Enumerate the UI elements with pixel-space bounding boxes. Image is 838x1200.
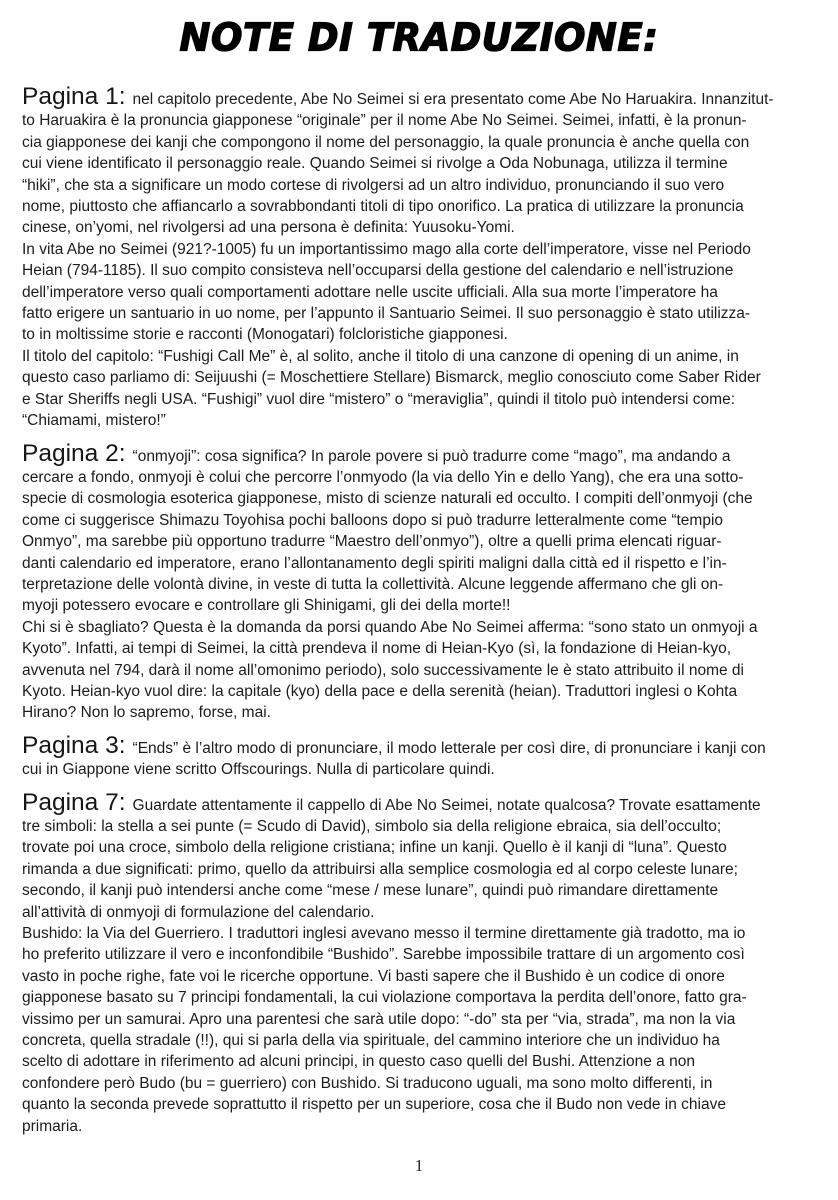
note-line: Pagina 1: nel capitolo precedente, Abe No Seimei si era presentato come Abe No Haruakira. Innanzitut- — [22, 83, 774, 110]
note-line: Chi si è sbagliato? Questa è la domanda da porsi quando Abe No Seimei afferma: “sono stato un onmyoji a — [22, 618, 758, 636]
note-line: cinese, on’yomi, nel rivolgersi ad una persona è definita: Yuusoku-Yomi. — [22, 219, 515, 237]
note-line: all’attività di onmyoji di formulazione del calendario. — [22, 903, 375, 921]
note-line: Kyoto. Heian-kyo vuol dire: la capitale (kyo) della pace e della serenità (heian). Traduttori inglesi o Kohta — [22, 682, 738, 700]
note-line: questo caso parliamo di: Seijuushi (= Moschettiere Stellare) Bismarck, meglio conosciuto come Saber Rider — [22, 369, 761, 387]
note-line: trovate poi una croce, simbolo della religione cristiana; infine un kanji. Quello è il kanji di “luna”. Questo — [22, 839, 727, 857]
note-line: concreta, quella stradale (!!), qui si parla della via spirituale, del cammino interiore che un individuo ha — [22, 1032, 720, 1050]
note-line: giapponese basato su 7 principi fondamentali, la cui violazione comportava la perdita dell’onore, fatto gra- — [22, 989, 747, 1007]
note-line: vasto in poche righe, fate voi le ricerche opportune. Vi basti sapere che il Bushido è un codice di onore — [22, 967, 725, 985]
translation-note-section-2 — [22, 439, 820, 724]
note-line: dell’imperatore verso quali comportamenti adottare nelle uscite ufficiali. Alla sua morte l’imperatore ha — [22, 283, 718, 301]
note-line: Pagina 7: Guardate attentamente il cappello di Abe No Seimei, notate qualcosa? Trovate esattamente — [22, 788, 761, 816]
note-line: cia giapponese dei kanji che compongono il nome del personaggio, la quale pronuncia è anche quella con — [22, 133, 750, 151]
note-line: Bushido: la Via del Guerriero. I traduttori inglesi avevano messo il termine direttamente già tradotto, ma io — [22, 925, 746, 943]
note-line: scelto di adottare in riferimento ad alcuni principi, in questo caso quelli del Bushi. Attenzione a non — [22, 1053, 695, 1071]
note-line: terpretazione delle volontà divine, in veste di tutta la collettività. Alcune leggende affermano che gli on- — [22, 575, 724, 593]
note-line: quanto la seconda prevede soprattutto il rispetto per un superiore, cosa che il Budo non vede in chiave — [22, 1096, 726, 1114]
translation-note-section-1 — [22, 83, 820, 432]
section-heading: Pagina 3: — [22, 731, 126, 759]
page-number: 1 — [414, 1156, 424, 1175]
note-line: to in moltissime storie e racconti (Monogatari) folcloristiche giapponesi. — [22, 326, 508, 344]
note-line: cercare a fondo, onmyoji è colui che percorre l’onmyodo (la via dello Yin e dello Yang), che era una sotto- — [22, 468, 744, 486]
note-line: ho preferito utilizzare il vero e inconfondibile “Bushido”. Sarebbe impossibile trattare di un argomento così — [22, 946, 745, 964]
note-line: specie di cosmologia esoterica giapponese, misto di scienze naturali ed occulto. I compiti dell’onmyoji (che — [22, 490, 753, 508]
note-line: Kyoto”. Infatti, ai tempi di Seimei, la città prendeva il nome di Heian-Kyo (sì, la fondazione di Heian-kyo, — [22, 640, 732, 658]
translation-note-section-7 — [22, 788, 820, 1138]
note-line: come ci suggerisce Shimazu Toyohisa pochi balloons dopo si può tradurre letteralmente come “tempio — [22, 511, 724, 529]
note-line: Pagina 3: “Ends” è l’altro modo di pronunciare, il modo letterale per così dire, di pronunciare i kanji con — [22, 731, 766, 759]
note-line: Onmyo”, ma sarebbe più opportuno tradurre “Maestro dell’onmyo”), oltre a quelli prima elencati riguar- — [22, 533, 722, 551]
note-line: In vita Abe no Seimei (921?-1005) fu un importantissimo mago alla corte dell’imperatore, visse nel Periodo — [22, 240, 751, 258]
note-line: cui viene identificato il personaggio reale. Quando Seimei si rivolge a Oda Nobunaga, utilizza il termine — [22, 155, 728, 173]
note-line: fatto erigere un santuario in uo nome, per l’appunto il Santuario Seimei. Il suo personaggio è stato utilizza- — [22, 305, 751, 323]
note-line: cui in Giappone viene scritto Offscourings. Nulla di particolare quindi. — [22, 761, 495, 779]
note-line: nome, piuttosto che affiancarlo a sovrabbondanti titoli di tipo onorifico. La pratica di utilizzare la pronuncia — [22, 198, 744, 216]
note-line: “hiki”, che sta a significare un modo cortese di rivolgersi ad un altro individuo, pronunciando il suo vero — [22, 176, 725, 194]
note-line: vissimo per un samurai. Apro una parentesi che sarà utile dopo: “-do” sta per “via, strada”, ma non la via — [22, 1010, 736, 1028]
section-heading: Pagina 7: — [22, 788, 126, 816]
note-line: danti calendario ed imperatore, erano l’allontanamento degli spiriti maligni dalla città ed il rispetto e l’in- — [22, 554, 727, 572]
page-title: NOTE DI TRADUZIONE: — [179, 15, 659, 60]
notes-body — [22, 83, 820, 1137]
section-heading: Pagina 2: — [22, 439, 126, 467]
note-line: avvenuta nel 794, darà il nome all’omonimo periodo), solo successivamente le è stato attribuito il nome di — [22, 661, 744, 679]
note-line: rimanda a due significati: primo, quello da attribuirsi alla semplice cosmologia ed al corpo celeste lunare; — [22, 860, 738, 878]
note-line: confondere però Budo (bu = guerriero) con Bushido. Si traducono uguali, ma sono molto differenti, in — [22, 1074, 713, 1092]
note-line: e Star Sheriffs negli USA. “Fushigi” vuol dire “mistero” o “meraviglia”, quindi il titolo può intendersi come: — [22, 390, 736, 408]
section-heading: Pagina 1: — [22, 83, 126, 110]
note-line: Hirano? Non lo sapremo, forse, mai. — [22, 704, 271, 722]
translation-note-section-3 — [22, 731, 820, 781]
note-line: Il titolo del capitolo: “Fushigi Call Me” è, al solito, anche il titolo di una canzone di opening di un anime, in — [22, 347, 739, 365]
note-line: Heian (794-1185). Il suo compito consisteva nell’occuparsi della gestione del calendario e nell’istruzione — [22, 262, 734, 280]
note-line: myoji potessero evocare e controllare gli Shinigami, gli dei della morte!! — [22, 597, 511, 615]
note-line: tre simboli: la stella a sei punte (= Scudo di David), simbolo sia della religione ebraica, sia dell’occulto; — [22, 818, 722, 835]
note-line: “Chiamami, mistero!” — [22, 412, 166, 430]
note-line: to Haruakira è la pronuncia giapponese “originale” per il nome Abe No Seimei. Seimei, infatti, è la pronun- — [22, 112, 747, 130]
note-line: primaria. — [22, 1117, 83, 1135]
note-line: Pagina 2: “onmyoji”: cosa significa? In parole povere si può tradurre come “mago”, ma andando a — [22, 439, 731, 467]
note-line: secondo, il kanji può intendersi anche come “mese / mese lunare”, quindi può rimandare direttamente — [22, 882, 719, 900]
